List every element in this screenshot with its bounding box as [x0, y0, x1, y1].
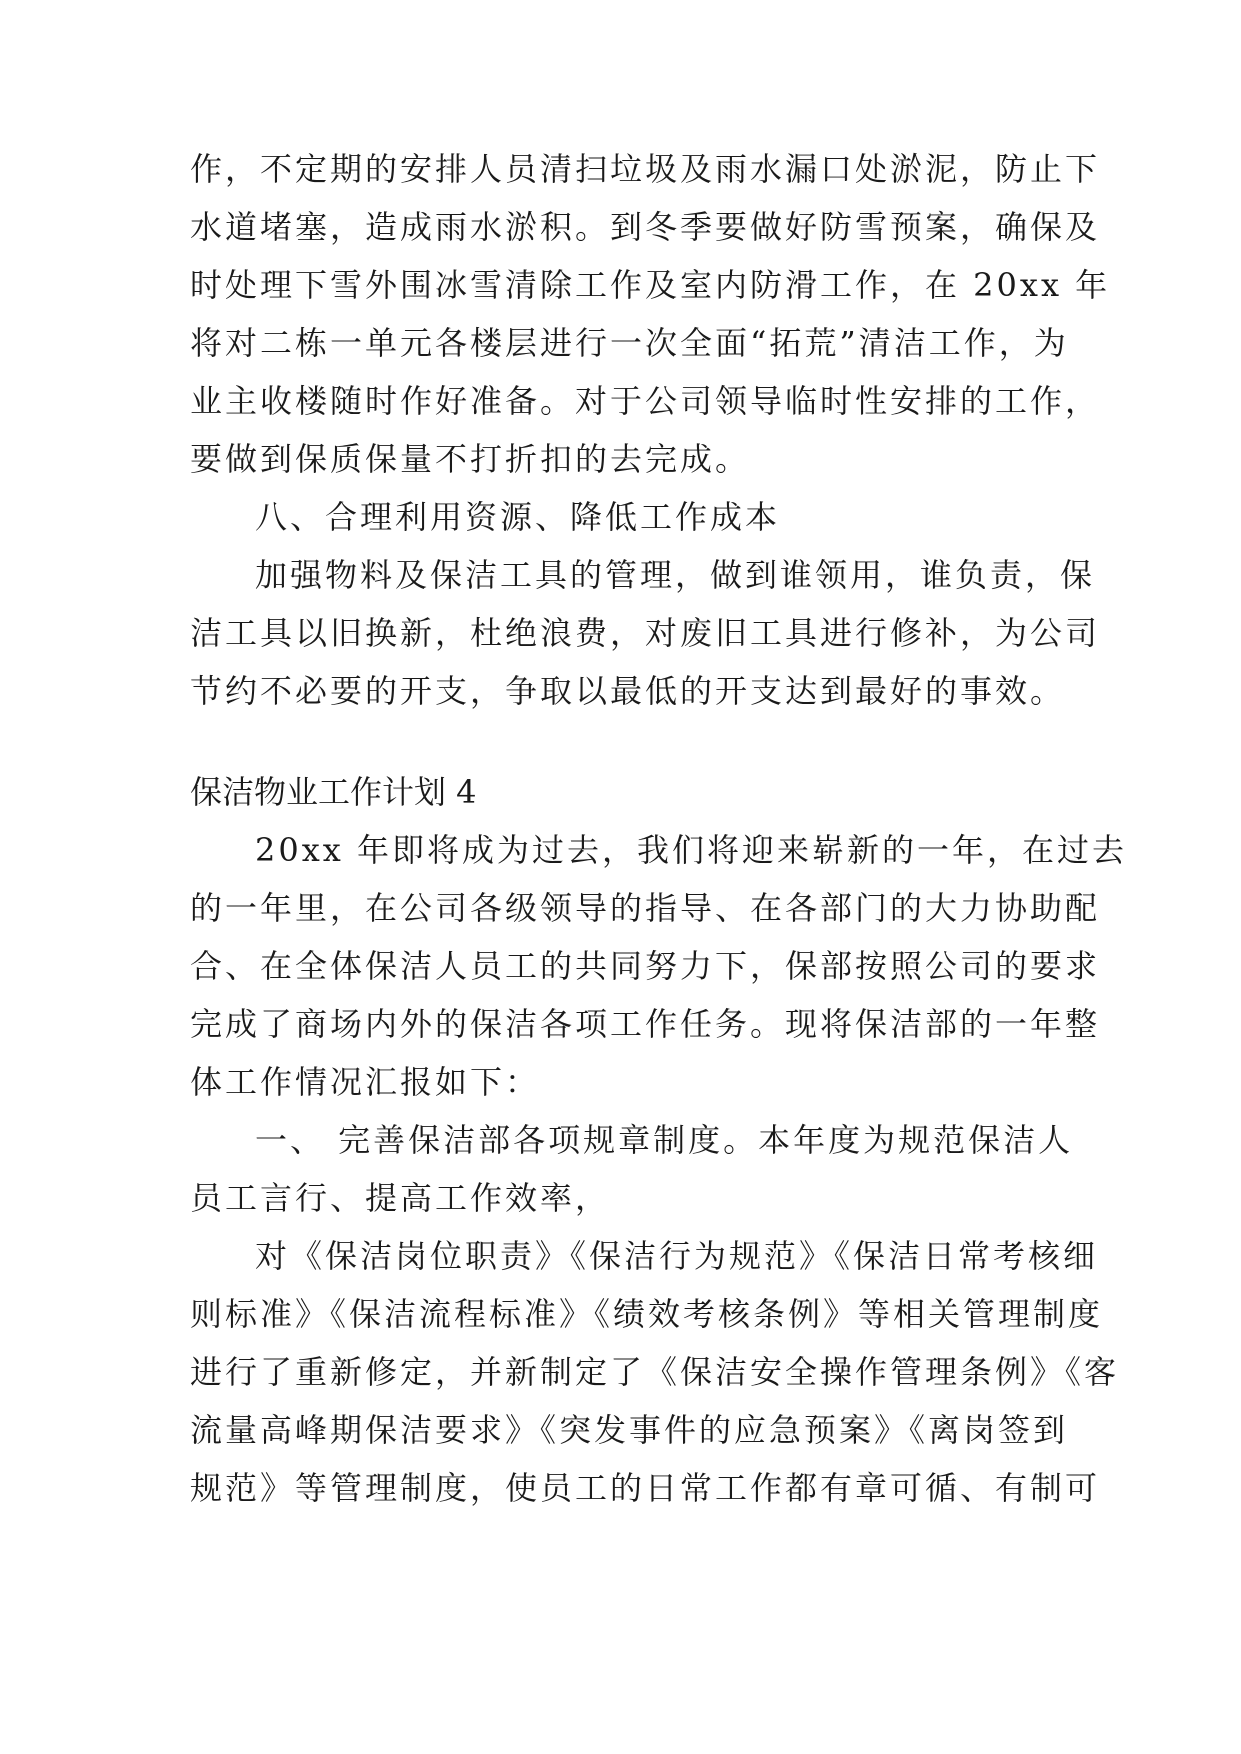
document-title: 保洁物业工作计划 4 [190, 773, 477, 811]
paragraph-line: 完成了商场内外的保洁各项工作任务。现将保洁部的一年整 [190, 1005, 1101, 1043]
paragraph-line: 20xx 年即将成为过去，我们将迎来崭新的一年，在过去 [255, 831, 1127, 869]
paragraph-line: 节约不必要的开支，争取以最低的开支达到最好的事效。 [190, 672, 1066, 710]
paragraph-line: 时处理下雪外围冰雪清除工作及室内防滑工作，在 20xx 年 [190, 266, 1111, 304]
paragraph-line: 则标准》《保洁流程标准》《绩效考核条例》等相关管理制度 [190, 1295, 1104, 1333]
paragraph-line: 进行了重新修定，并新制定了《保洁安全操作管理条例》《客 [190, 1353, 1120, 1391]
paragraph-line: 加强物料及保洁工具的管理，做到谁领用，谁负责，保 [255, 556, 1096, 594]
paragraph-line: 员工言行、提高工作效率， [190, 1179, 611, 1217]
paragraph-line: 水道堵塞，造成雨水淤积。到冬季要做好防雪预案，确保及 [190, 208, 1101, 246]
paragraph-line: 流量高峰期保洁要求》《突发事件的应急预案》《离岗签到 [190, 1411, 1069, 1449]
paragraph-line: 洁工具以旧换新，杜绝浪费，对废旧工具进行修补，为公司 [190, 614, 1101, 652]
section-heading: 八、合理利用资源、降低工作成本 [255, 498, 781, 536]
paragraph-line: 要做到保质保量不打折扣的去完成。 [190, 440, 751, 478]
paragraph-line: 业主收楼随时作好准备。对于公司领导临时性安排的工作， [190, 382, 1101, 420]
paragraph-line: 规范》等管理制度，使员工的日常工作都有章可循、有制可 [190, 1469, 1101, 1507]
paragraph-line: 作，不定期的安排人员清扫垃圾及雨水漏口处淤泥，防止下 [190, 150, 1101, 188]
paragraph-line: 合、在全体保洁人员工的共同努力下，保部按照公司的要求 [190, 947, 1101, 985]
paragraph-line: 体工作情况汇报如下： [190, 1063, 541, 1101]
paragraph-line: 将对二栋一单元各楼层进行一次全面“拓荒”清洁工作，为 [190, 324, 1069, 362]
paragraph-line: 一、 完善保洁部各项规章制度。本年度为规范保洁人 [255, 1121, 1074, 1159]
paragraph-line: 的一年里，在公司各级领导的指导、在各部门的大力协助配 [190, 889, 1101, 927]
paragraph-line: 对《保洁岗位职责》《保洁行为规范》《保洁日常考核细 [255, 1237, 1099, 1275]
